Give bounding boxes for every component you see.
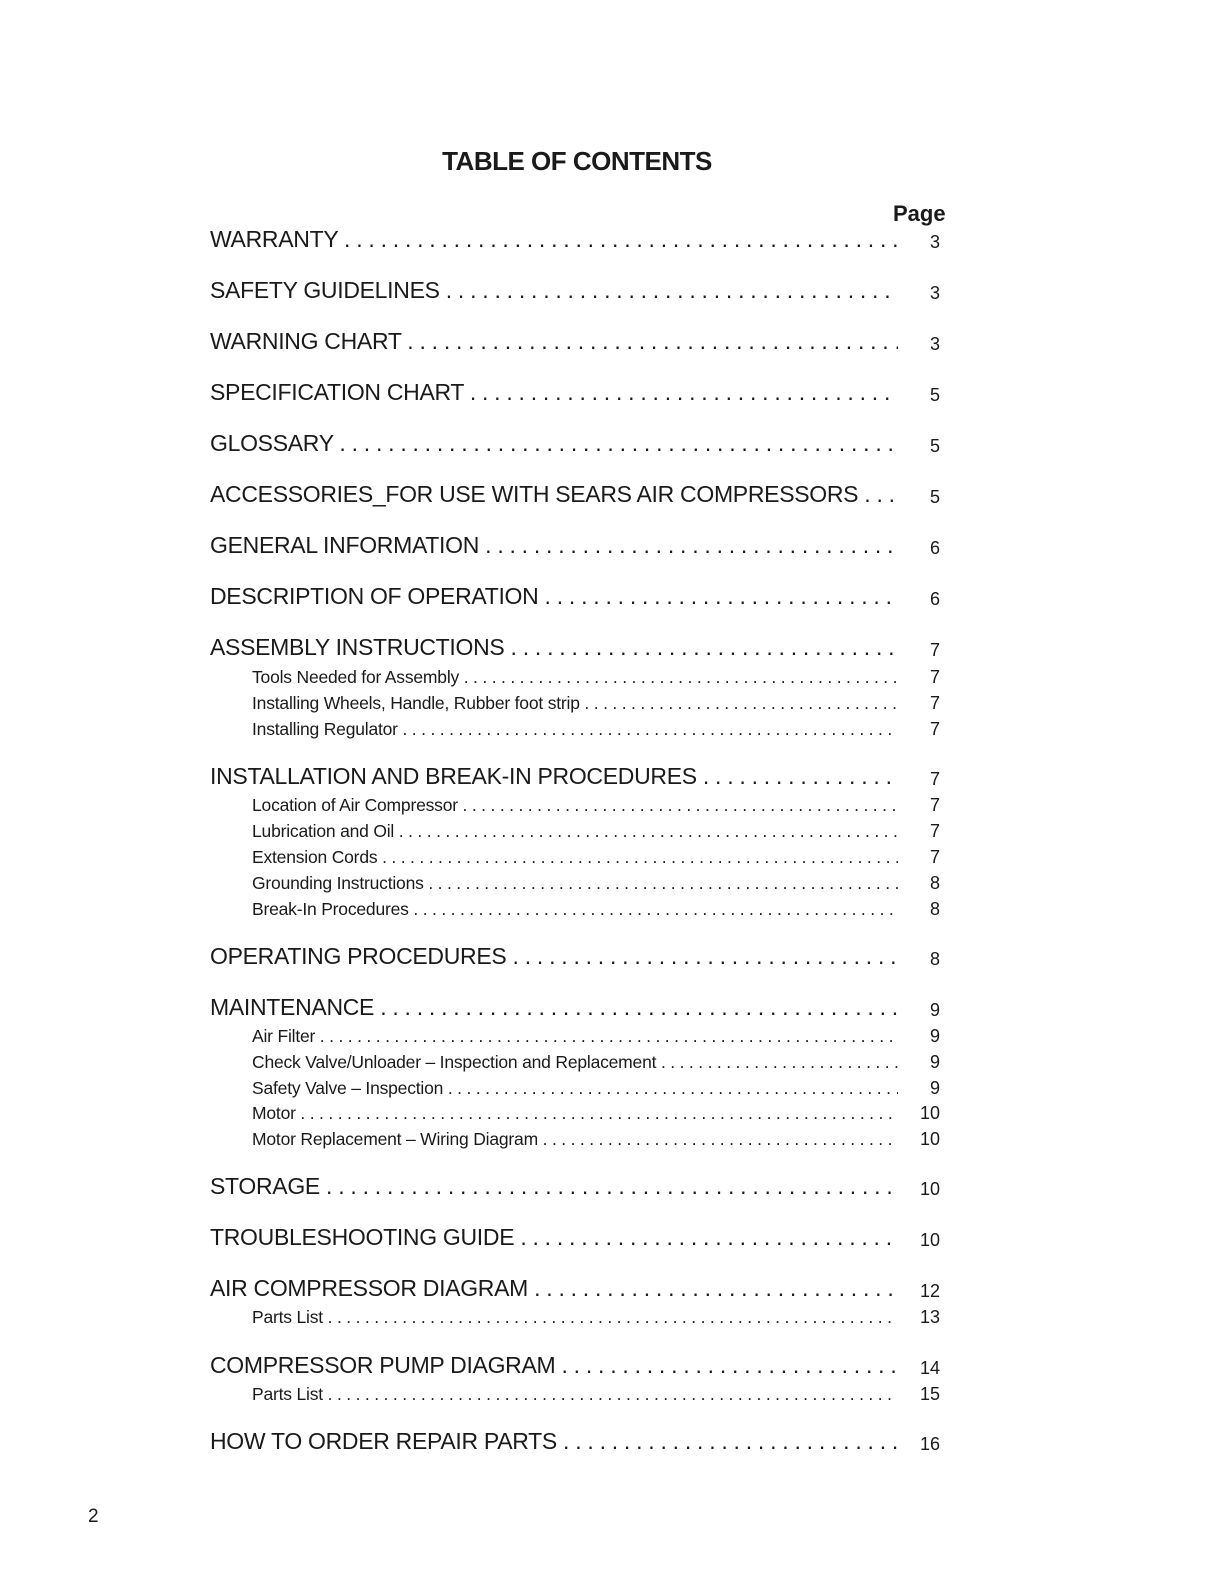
- page-title: TABLE OF CONTENTS: [442, 146, 712, 176]
- toc-entry-page: 3: [929, 334, 940, 354]
- toc-entry: [210, 276, 950, 304]
- toc-entry: [210, 582, 950, 610]
- toc-entry-label: DESCRIPTION OF OPERATION . . .: [210, 583, 898, 610]
- toc-entry: [210, 429, 950, 457]
- toc-entry-page: 3: [929, 283, 940, 303]
- toc-entry-page: 7: [929, 667, 940, 687]
- toc-entry-page: 10: [919, 1230, 940, 1250]
- toc-entry: [210, 1274, 950, 1302]
- toc-entry-label: WARNING CHART . . .: [210, 328, 898, 355]
- toc-entry-label: Grounding Instructions . . .: [210, 873, 898, 894]
- toc-entry-page: 16: [919, 1434, 940, 1454]
- toc-entry-label: Air Filter . . .: [210, 1026, 898, 1047]
- toc-subentry: [210, 712, 950, 740]
- toc-entry: [210, 531, 950, 559]
- toc-entry-label: ASSEMBLY INSTRUCTIONS . . .: [210, 634, 898, 661]
- toc-entry-page: 9: [929, 1078, 940, 1098]
- toc-subentry: [210, 660, 950, 688]
- toc-entry-page: 15: [919, 1384, 940, 1404]
- toc-entry-label: INSTALLATION AND BREAK-IN PROCEDURES . . .: [210, 763, 898, 790]
- toc-subentry: [210, 1019, 950, 1047]
- toc-entry-label: Parts List . . .: [210, 1307, 898, 1328]
- toc-entry-label: Extension Cords . . .: [210, 847, 898, 868]
- toc-subentry: [210, 686, 950, 714]
- toc-subentry: [210, 840, 950, 868]
- toc-subentry: [210, 892, 950, 920]
- toc-entry-label: SPECIFICATION CHART . . .: [210, 379, 898, 406]
- toc-entry-page: 10: [919, 1179, 940, 1199]
- toc-entry-label: TROUBLESHOOTING GUIDE . . .: [210, 1224, 898, 1251]
- toc-entry-page: 6: [929, 589, 940, 609]
- toc-entry-label: STORAGE . . .: [210, 1173, 898, 1200]
- toc-subentry: [210, 866, 950, 894]
- toc-entry: [210, 378, 950, 406]
- toc-entry-label: HOW TO ORDER REPAIR PARTS . . .: [210, 1428, 898, 1455]
- toc-entry-page: 9: [929, 1000, 940, 1020]
- toc-entry-page: 10: [919, 1129, 940, 1149]
- toc-entry-label: Installing Wheels, Handle, Rubber foot strip . . .: [210, 693, 898, 714]
- toc-entry-label: Parts List . . .: [210, 1384, 898, 1405]
- toc-entry: [210, 327, 950, 355]
- toc-entry-page: 7: [929, 640, 940, 660]
- toc-entry-label: SAFETY GUIDELINES . . .: [210, 277, 898, 304]
- toc-subentry: [210, 1071, 950, 1099]
- toc-subentry: [210, 1045, 950, 1073]
- toc-entry-page: 14: [919, 1358, 940, 1378]
- toc-entry-page: 5: [929, 385, 940, 405]
- toc-entry-label: AIR COMPRESSOR DIAGRAM . . .: [210, 1275, 898, 1302]
- toc-entry-label: WARRANTY . . .: [210, 226, 898, 253]
- toc-entry-page: 9: [929, 1026, 940, 1046]
- toc-entry-page: 6: [929, 538, 940, 558]
- toc-entry-page: 7: [929, 847, 940, 867]
- toc-entry-label: Break-In Procedures . . .: [210, 899, 898, 920]
- toc-subentry: [210, 1096, 950, 1124]
- toc-entry-label: OPERATING PROCEDURES . . .: [210, 943, 898, 970]
- page-number: 2: [88, 1506, 99, 1527]
- toc-entry: [210, 1223, 950, 1251]
- toc-entry-label: Installing Regulator . . .: [210, 719, 898, 740]
- toc-entry-page: 12: [919, 1281, 940, 1301]
- toc-entry-label: COMPRESSOR PUMP DIAGRAM . . .: [210, 1352, 898, 1379]
- toc-entry-page: 10: [919, 1103, 940, 1123]
- toc-entry-label: ACCESSORIES_FOR USE WITH SEARS AIR COMPRESSORS . . .: [210, 481, 898, 508]
- toc-entry-page: 7: [929, 719, 940, 739]
- toc-subentry: [210, 1300, 950, 1328]
- toc-entry-page: 9: [929, 1052, 940, 1072]
- toc-entry-page: 7: [929, 693, 940, 713]
- toc-entry-page: 7: [929, 769, 940, 789]
- toc-entry-page: 5: [929, 487, 940, 507]
- toc-entry-page: 7: [929, 795, 940, 815]
- toc-subentry: [210, 788, 950, 816]
- toc-entry-page: 3: [929, 232, 940, 252]
- toc-entry: [210, 762, 950, 790]
- toc-entry-page: 5: [929, 436, 940, 456]
- toc-entry: [210, 942, 950, 970]
- toc-entry-page: 13: [919, 1307, 940, 1327]
- toc-entry-label: Safety Valve – Inspection . . .: [210, 1078, 898, 1099]
- toc-entry: [210, 225, 950, 253]
- toc-entry-label: MAINTENANCE . . .: [210, 994, 898, 1021]
- toc-entry-page: 8: [929, 899, 940, 919]
- toc-entry-label: Motor . . .: [210, 1103, 898, 1124]
- toc-entry-label: Motor Replacement – Wiring Diagram . . .: [210, 1129, 898, 1150]
- toc-entry-page: 8: [929, 873, 940, 893]
- toc-subentry: [210, 814, 950, 842]
- toc-entry-page: 7: [929, 821, 940, 841]
- toc-entry: [210, 633, 950, 661]
- page-column-heading: Page: [893, 201, 946, 226]
- toc-entry-page: 8: [929, 949, 940, 969]
- toc-entry-label: GLOSSARY . . .: [210, 430, 898, 457]
- toc-entry: [210, 993, 950, 1021]
- toc-entry-label: Location of Air Compressor . . .: [210, 795, 898, 816]
- toc-entry: [210, 480, 950, 508]
- toc-entry: [210, 1351, 950, 1379]
- toc-entry: [210, 1172, 950, 1200]
- toc-entry: [210, 1427, 950, 1455]
- toc-entry-label: Tools Needed for Assembly . . .: [210, 667, 898, 688]
- toc-entry-label: Check Valve/Unloader – Inspection and Replacement . . .: [210, 1052, 898, 1073]
- toc-subentry: [210, 1122, 950, 1150]
- toc-subentry: [210, 1377, 950, 1405]
- toc-entry-label: GENERAL INFORMATION . . .: [210, 532, 898, 559]
- toc-entry-label: Lubrication and Oil . . .: [210, 821, 898, 842]
